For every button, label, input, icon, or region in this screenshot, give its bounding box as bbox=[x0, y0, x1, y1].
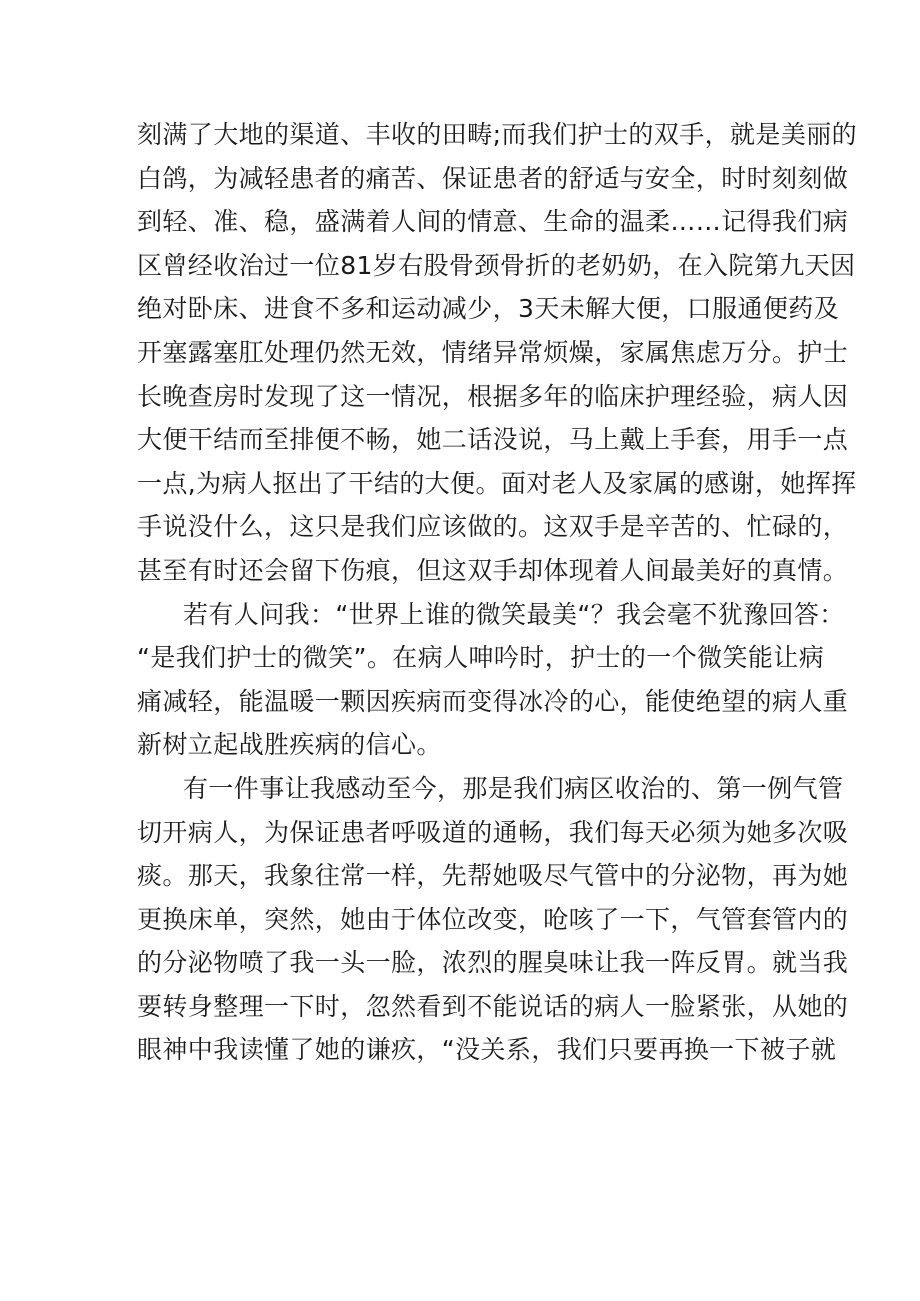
text-line: 的分泌物喷了我一头一脸，浓烈的腥臭味让我一阵反胃。就当我 bbox=[137, 948, 849, 978]
body-text bbox=[137, 113, 858, 1072]
text-line: 大便干结而至排便不畅，她二话没说，马上戴上手套，用手一点 bbox=[137, 425, 849, 455]
text-line: 要转身整理一下时，忽然看到不能说话的病人一脸紧张，从她的 bbox=[137, 991, 849, 1021]
paragraph-1 bbox=[137, 113, 858, 593]
text-line: 刻满了大地的渠道、丰收的田畴;而我们护士的双手，就是美丽的 bbox=[137, 120, 858, 149]
text-line: 长晚查房时发现了这一情况，根据多年的临床护理经验，病人因 bbox=[137, 381, 849, 411]
text-line: 切开病人，为保证患者呼吸道的通畅，我们每天必须为她多次吸 bbox=[137, 817, 849, 847]
text-line: 眼神中我读懂了她的谦疚，“没关系，我们只要再换一下被子就 bbox=[137, 1035, 837, 1065]
text-line: 有一件事让我感动至今，那是我们病区收治的、第一例气管 bbox=[183, 773, 844, 803]
text-line: 痛减轻，能温暖一颗因疾病而变得冰冷的心，能使绝望的病人重 bbox=[137, 686, 849, 716]
paragraph-3 bbox=[137, 767, 849, 1072]
text-line: 甚至有时还会留下伤痕，但这双手却体现着人间最美好的真情。 bbox=[137, 555, 849, 585]
text-line: 一点,为病人抠出了干结的大便。面对老人及家属的感谢，她挥挥 bbox=[137, 468, 857, 498]
text-line: 痰。那天，我象往常一样，先帮她吸尽气管中的分泌物，再为她 bbox=[137, 861, 849, 891]
text-line: 白鸽，为减轻患者的痛苦、保证患者的舒适与安全，时时刻刻做 bbox=[137, 163, 849, 193]
paragraph-2 bbox=[137, 593, 849, 767]
text-line: 区曾经收治过一位81岁右股骨颈骨折的老奶奶，在入院第九天因 bbox=[137, 250, 856, 280]
text-line: 新树立起战胜疾病的信心。 bbox=[137, 730, 442, 760]
text-line: 开塞露塞肛处理仍然无效，情绪异常烦燥，家属焦虑万分。护士 bbox=[137, 337, 849, 367]
text-line: 手说没什么，这只是我们应该做的。这双手是辛苦的、忙碌的， bbox=[137, 512, 849, 542]
text-line: 到轻、准、稳，盛满着人间的情意、生命的温柔……记得我们病 bbox=[137, 207, 849, 237]
text-line: 若有人问我：“世界上谁的微笑最美“？我会毫不犹豫回答： bbox=[183, 599, 845, 629]
text-line: 绝对卧床、进食不多和运动减少，3天未解大便，口服通便药及 bbox=[137, 294, 840, 324]
text-line: 更换床单，突然，她由于体位改变，呛咳了一下，气管套管内的 bbox=[137, 904, 849, 934]
text-line: “是我们护士的微笑”。在病人呻吟时，护士的一个微笑能让病 bbox=[137, 643, 825, 673]
